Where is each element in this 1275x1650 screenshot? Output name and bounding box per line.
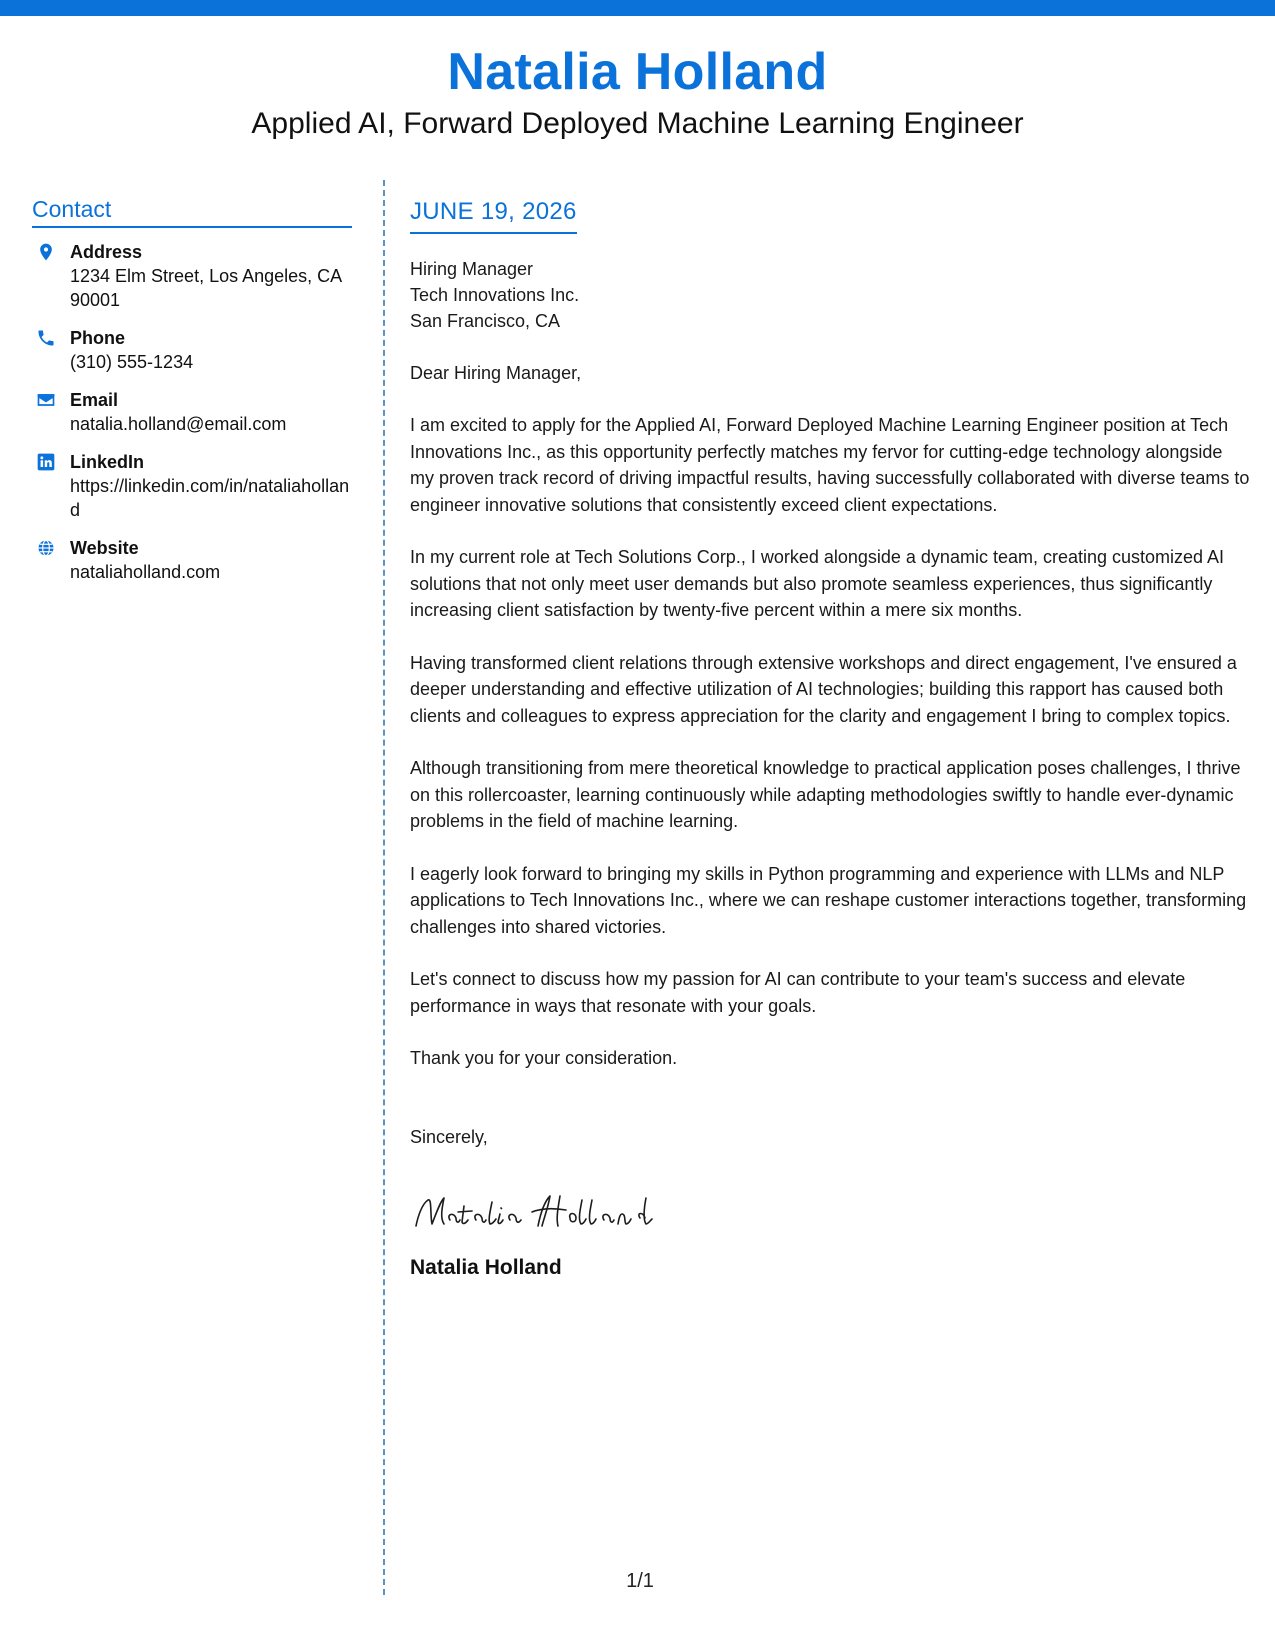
top-accent-bar [0,0,1275,16]
body-paragraph: Let's connect to discuss how my passion for AI can contribute to your team's success and elevate performance in ways that resonate with your goals. [410,969,1186,1016]
body-paragraph: In my current role at Tech Solutions Corp., I worked alongside a dynamic team, creating customized AI solutions that not only meet user demands but also promote seamless experiences, thus significantly increasing client satisfaction by twenty-five percent within a mere six months. [410,547,1225,620]
contact-heading: Contact [32,194,352,228]
recipient-line: San Francisco, CA [410,311,561,331]
contact-item-linkedin [32,450,352,522]
contact-value: (310) 555-1234 [70,352,194,372]
linkedin-icon [36,452,56,472]
body-paragraph: Having transformed client relations through extensive workshops and direct engagement, I've ensured a deeper understanding and effective utilization of AI technologies; building this rapport has caused both clients and colleagues to express appreciation for the clarity and engagement I bring to complex topics. [410,652,1237,726]
contact-label: Email [70,390,119,410]
contact-sidebar [32,194,352,598]
contact-value: https://linkedin.com/in/nataliaholland [70,476,350,520]
contact-item-website [32,536,352,584]
phone-icon [36,328,56,348]
contact-list [32,240,352,584]
page-number: 1/1 [626,1570,654,1592]
recipient-line: Hiring Manager [410,259,534,279]
contact-value: nataliaholland.com [70,562,221,582]
body-paragraph: I am excited to apply for the Applied AI, Forward Deployed Machine Learning Engineer position at Tech Innovations Inc., as this opportunity perfectly matches my fervor for cutting-edge technology alongside my proven track record of driving impactful results, having successfully collaborated with diverse teams to engineer innovative solutions that consistently exceed client expectations. [410,415,1250,515]
letter-header [0,40,1275,144]
letter-body [410,196,1250,1282]
contact-label: Phone [70,328,126,348]
applicant-name: Natalia Holland [447,43,828,101]
salutation: Dear Hiring Manager, [410,363,582,383]
recipient-block [410,256,1250,334]
body-paragraph: Thank you for your consideration. [410,1048,678,1068]
body-paragraph: I eagerly look forward to bringing my skills in Python programming and experience with LLMs and NLP applications to Tech Innovations Inc., where we can reshape customer interactions together, transforming challenges into shared victories. [410,863,1247,937]
applicant-job-title: Applied AI, Forward Deployed Machine Learning Engineer [251,107,1024,140]
contact-item-email [32,388,352,436]
contact-label: LinkedIn [70,452,145,472]
envelope-icon [36,390,56,410]
globe-icon [36,538,56,558]
column-divider [383,180,385,1595]
letter-date: JUNE 19, 2026 [410,196,577,234]
handwritten-signature [410,1186,670,1236]
signer-name: Natalia Holland [410,1255,562,1279]
contact-label: Address [70,242,143,262]
contact-item-phone [32,326,352,374]
contact-value: 1234 Elm Street, Los Angeles, CA 90001 [70,266,342,310]
closing: Sincerely, [410,1126,488,1147]
contact-value: natalia.holland@email.com [70,414,287,434]
recipient-line: Tech Innovations Inc. [410,285,580,305]
contact-item-address [32,240,352,312]
body-paragraph: Although transitioning from mere theoretical knowledge to practical application poses challenges, I thrive on this rollercoaster, learning continuously while adapting methodologies swiftly to handle ever-dynamic problems in the field of machine learning. [410,758,1241,831]
location-pin-icon [36,242,56,262]
contact-label: Website [70,538,139,558]
